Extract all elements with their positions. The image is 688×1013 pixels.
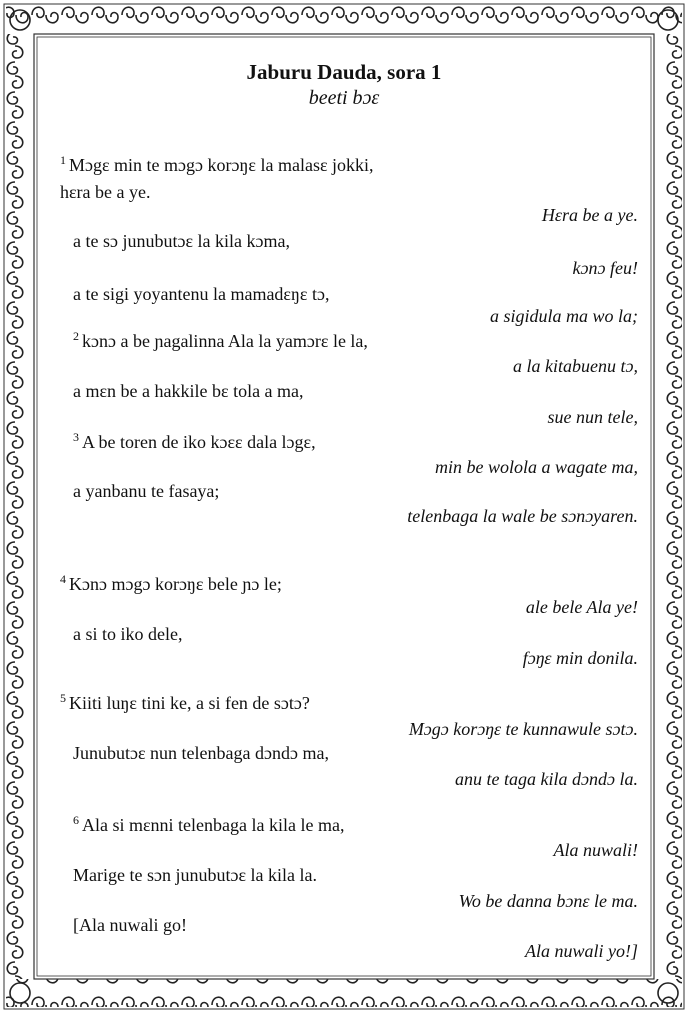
- poem-line: [409, 718, 638, 740]
- poem-page: [38, 38, 650, 975]
- verse-number: 3: [73, 430, 79, 444]
- poem-line: [554, 839, 639, 861]
- line-text: Wo be danna bɔnɛ le ma.: [458, 891, 638, 911]
- verse-number: 5: [60, 691, 66, 705]
- verse-number: 6: [73, 813, 79, 827]
- line-text: hɛra be a ye.: [60, 182, 151, 202]
- line-text: kɔnɔ feu!: [572, 258, 638, 278]
- poem-line: [73, 283, 329, 305]
- poem-line: [73, 742, 329, 764]
- poem-line: [459, 890, 638, 912]
- poem-line: [542, 204, 638, 226]
- poem-line: [73, 230, 290, 252]
- verse-number: 1: [60, 153, 66, 167]
- verse-3-line: [73, 431, 316, 455]
- line-text: a te sɔ junubutɔɛ la kila kɔma,: [73, 231, 290, 251]
- poem-line: [73, 480, 219, 502]
- poem-line: [60, 181, 151, 203]
- line-text: Mɔgɛ min te mɔgɔ korɔŋɛ la malasɛ jokki,: [69, 155, 374, 175]
- page-title: Jaburu Dauda, sora 1: [246, 60, 442, 84]
- verse-6-line: [73, 814, 344, 838]
- line-text: anu te taga kila dɔndɔ la.: [455, 769, 638, 789]
- verse-number: 2: [73, 329, 79, 343]
- line-text: Kiiti luŋɛ tini ke, a si fen de sɔtɔ?: [69, 693, 310, 713]
- line-text: Kɔnɔ mɔgɔ korɔŋɛ bele ɲɔ le;: [69, 574, 282, 594]
- line-text: kɔnɔ a be ɲagalinna Ala la yamɔrɛ le la,: [82, 331, 368, 351]
- line-text: ale bele Ala ye!: [525, 597, 638, 617]
- verse-5-line: [60, 692, 310, 716]
- line-text: a mɛn be a hakkile bɛ tola a ma,: [73, 381, 304, 401]
- line-text: a si to iko dele,: [73, 624, 183, 644]
- page-subtitle: beeti bɔɛ: [308, 87, 380, 109]
- line-text: telenbaga la wale be sɔnɔyaren.: [407, 506, 638, 526]
- poem-line: [73, 914, 187, 936]
- poem-line: [490, 305, 638, 327]
- line-text: [Ala nuwali go!: [73, 915, 187, 935]
- line-text: Ala nuwali yo!]: [525, 941, 638, 961]
- line-text: a te sigi yoyantenu la mamadɛŋɛ tɔ,: [73, 284, 330, 304]
- line-text: a yanbanu te fasaya;: [73, 481, 220, 501]
- poem-line: [523, 647, 638, 669]
- verse-1-line: [60, 154, 374, 178]
- line-text: Ala nuwali!: [553, 840, 638, 860]
- poem-line: [513, 355, 638, 377]
- verse-2-line: [73, 330, 368, 354]
- poem-line: [73, 380, 304, 402]
- poem-line: [526, 596, 638, 618]
- line-text: Marige te sɔn junubutɔɛ la kila la.: [73, 865, 317, 885]
- poem-line: [455, 768, 638, 790]
- line-text: A be toren de iko kɔɛɛ dala lɔgɛ,: [82, 432, 316, 452]
- poem-line: [435, 456, 638, 478]
- line-text: Junubutɔɛ nun telenbaga dɔndɔ ma,: [73, 743, 329, 763]
- poem-line: [548, 406, 638, 428]
- verse-4-line: [60, 573, 282, 597]
- line-text: fɔŋɛ min donila.: [522, 648, 638, 668]
- line-text: Ala si mɛnni telenbaga la kila le ma,: [82, 815, 345, 835]
- verse-number: 4: [60, 572, 66, 586]
- line-text: Mɔgɔ korɔŋɛ te kunnawule sɔtɔ.: [408, 719, 638, 739]
- line-text: min be wolola a wagate ma,: [435, 457, 638, 477]
- poem-line: [73, 623, 182, 645]
- poem-line: [573, 257, 638, 279]
- poem-line: [525, 940, 638, 962]
- poem-line: [73, 864, 317, 886]
- poem-line: [407, 505, 638, 527]
- title-block: [38, 60, 650, 110]
- line-text: sue nun tele,: [547, 407, 638, 427]
- line-text: a sigidula ma wo la;: [489, 306, 638, 326]
- line-text: Hɛra be a ye.: [541, 205, 638, 225]
- line-text: a la kitabuenu tɔ,: [513, 356, 638, 376]
